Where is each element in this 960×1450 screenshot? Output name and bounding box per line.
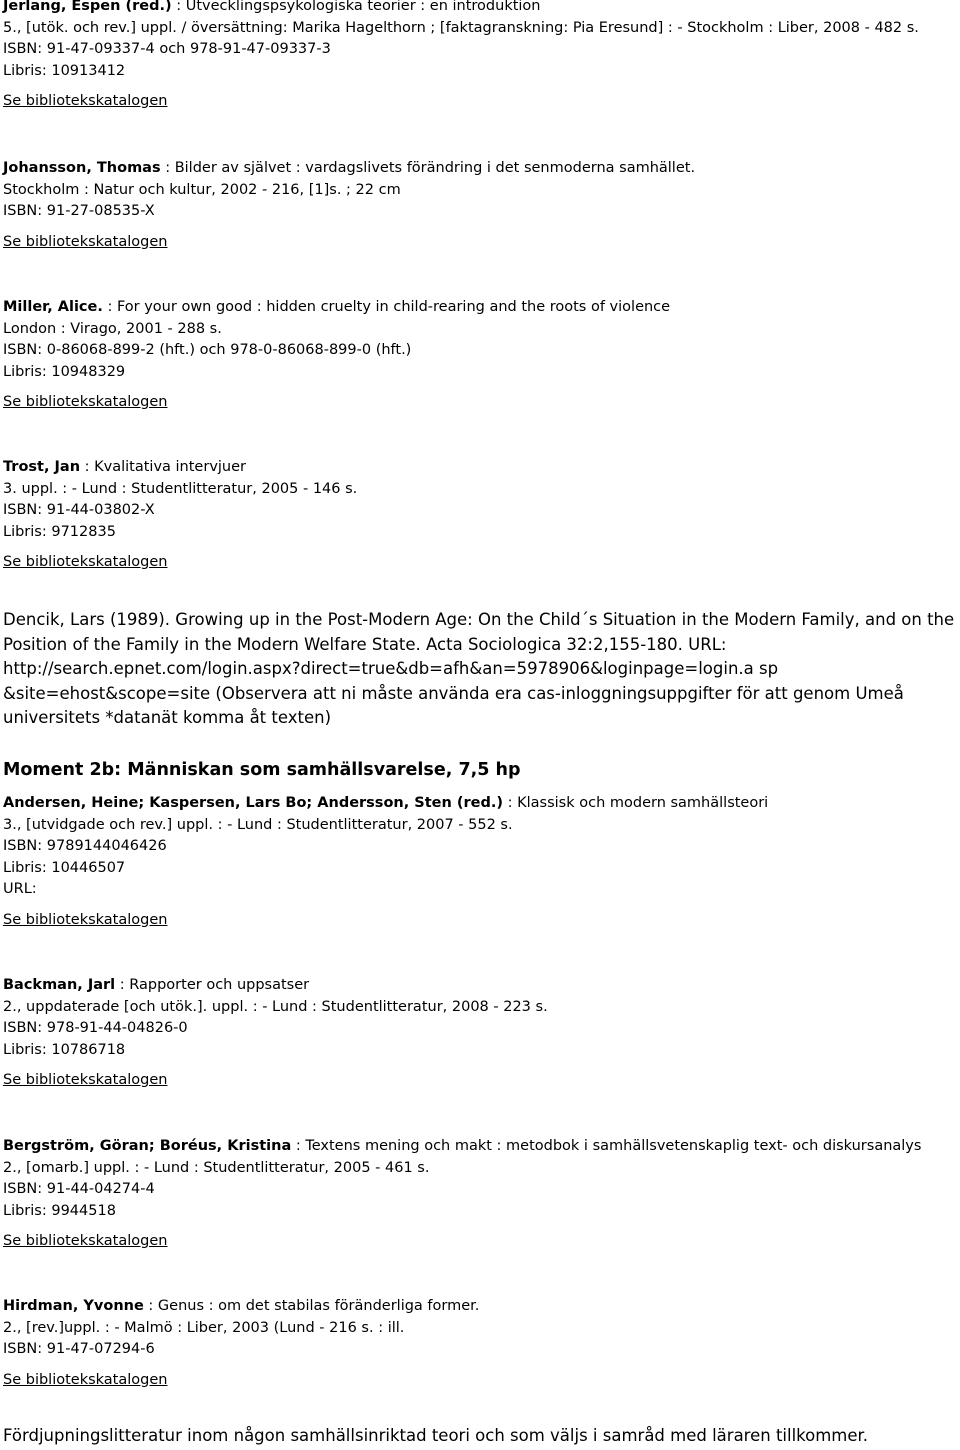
entry-detail: 2., uppdaterade [och utök.]. uppl. : - Lund : Studentlitteratur, 2008 - 223 s.	[3, 998, 548, 1015]
entry-author: Hirdman, Yvonne	[3, 1298, 144, 1314]
entry-detail: URL:	[3, 881, 37, 897]
entry-detail: Libris: 9944518	[3, 1202, 116, 1219]
entry-detail: 2., [omarb.] uppl. : - Lund : Studentlitteratur, 2005 - 461 s.	[3, 1159, 430, 1176]
entry-author: Jerlang, Espen (red.)	[3, 0, 172, 14]
entry-detail: ISBN: 91-44-03802-X	[3, 502, 155, 518]
catalog-link[interactable]: Se bibliotekskatalogen	[3, 394, 168, 410]
entry-author: Andersen, Heine; Kaspersen, Lars Bo; Andersson, Sten (red.)	[3, 795, 503, 811]
entry-title-line	[3, 793, 958, 815]
entry-author: Trost, Jan	[3, 459, 81, 475]
entry-author: Miller, Alice.	[3, 299, 103, 315]
catalog-link[interactable]: Se bibliotekskatalogen	[3, 93, 168, 109]
entry-author: Johansson, Thomas	[3, 160, 161, 176]
bibliography-entry	[3, 1296, 958, 1391]
footer-note: Fördjupningslitteratur inom någon samhällsinriktad teori och som väljs i samråd med läraren tillkommer.	[3, 1426, 869, 1445]
entry-title-line	[3, 1136, 958, 1158]
catalog-link[interactable]: Se bibliotekskatalogen	[3, 911, 168, 928]
entry-detail: Libris: 9712835	[3, 523, 116, 540]
catalog-link[interactable]: Se bibliotekskatalogen	[3, 1233, 168, 1249]
entry-title-line	[3, 158, 958, 180]
bibliography-entry	[3, 0, 958, 113]
entry-detail: 3., [utvidgade och rev.] uppl. : - Lund : Studentlitteratur, 2007 - 552 s.	[3, 816, 513, 833]
entry-detail: ISBN: 0-86068-899-2 (hft.) och 978-0-86068-899-0 (hft.)	[3, 342, 412, 358]
entry-title-line	[3, 1296, 958, 1318]
entry-detail: ISBN: 91-44-04274-4	[3, 1181, 155, 1197]
entry-title: : Klassisk och modern samhällsteori	[503, 795, 769, 811]
entry-title-line	[3, 0, 958, 18]
entry-detail: Libris: 10446507	[3, 859, 126, 876]
entry-title: : Rapporter och uppsatser	[115, 977, 310, 993]
entry-title-line	[3, 297, 958, 319]
entry-detail: 5., [utök. och rev.] uppl. / översättning: Marika Hagelthorn ; [faktagranskning: Pia Eresund] : - Stockholm : Liber, 2008 - 482 s.	[3, 19, 919, 36]
entry-author: Bergström, Göran; Boréus, Kristina	[3, 1138, 292, 1154]
catalog-link[interactable]: Se bibliotekskatalogen	[3, 1371, 168, 1388]
entry-title: : Bilder av självet : vardagslivets förändring i det senmoderna samhället.	[160, 160, 696, 176]
entry-detail: Libris: 10786718	[3, 1041, 126, 1058]
section-heading: Moment 2b: Människan som samhällsvarelse, 7,5 hp	[3, 760, 521, 780]
catalog-link[interactable]: Se bibliotekskatalogen	[3, 554, 168, 570]
catalog-link[interactable]: Se bibliotekskatalogen	[3, 233, 168, 250]
article-reference: Dencik, Lars (1989). Growing up in the Post-Modern Age: On the Child´s Situation in the Modern Family, and on the Position of the Family in the Modern Welfare State. Acta Sociologica 32:2,155-180. URL: http://search.epnet.com/login.aspx?direct=true&db=afh&an=5978906&loginpage=login.a sp &site=ehost&scope=site (Observera att ni måste använda era cas-inloggningsuppgifter för att genom Umeå universitets *datanät komma åt texten)	[3, 610, 955, 727]
entry-title: : Utvecklingspsykologiska teorier : en introduktion	[171, 0, 541, 14]
catalog-link[interactable]: Se bibliotekskatalogen	[3, 1072, 168, 1088]
bibliography-entry	[3, 158, 958, 253]
bibliography-entry	[3, 793, 958, 931]
bibliography-entry	[3, 975, 958, 1092]
entry-title: : Genus : om det stabilas föränderliga former.	[143, 1298, 480, 1314]
entry-detail: ISBN: 91-27-08535-X	[3, 203, 155, 219]
entry-detail: ISBN: 978-91-44-04826-0	[3, 1020, 188, 1036]
entry-detail: Stockholm : Natur och kultur, 2002 - 216, [1]s. ; 22 cm	[3, 181, 401, 198]
entry-detail: ISBN: 91-47-09337-4 och 978-91-47-09337-3	[3, 41, 331, 57]
entry-title: : Kvalitativa intervjuer	[80, 459, 246, 475]
bibliography-entry	[3, 297, 958, 414]
entry-title-line	[3, 457, 958, 479]
entry-detail: Libris: 10948329	[3, 363, 126, 380]
bibliography-entry	[3, 457, 958, 574]
entry-detail: ISBN: 91-47-07294-6	[3, 1341, 155, 1357]
entry-title-line	[3, 975, 958, 997]
entry-title: : Textens mening och makt : metodbok i samhällsvetenskaplig text- och diskursanalys	[291, 1138, 922, 1154]
bibliography-entry	[3, 1136, 958, 1253]
entry-detail: London : Virago, 2001 - 288 s.	[3, 320, 222, 337]
entry-detail: Libris: 10913412	[3, 62, 126, 79]
entry-detail: 3. uppl. : - Lund : Studentlitteratur, 2005 - 146 s.	[3, 480, 358, 497]
entry-author: Backman, Jarl	[3, 977, 116, 993]
entry-detail: 2., [rev.]uppl. : - Malmö : Liber, 2003 (Lund - 216 s. : ill.	[3, 1319, 405, 1336]
entry-title: : For your own good : hidden cruelty in child-rearing and the roots of violence	[102, 299, 671, 315]
entry-detail: ISBN: 9789144046426	[3, 838, 167, 854]
